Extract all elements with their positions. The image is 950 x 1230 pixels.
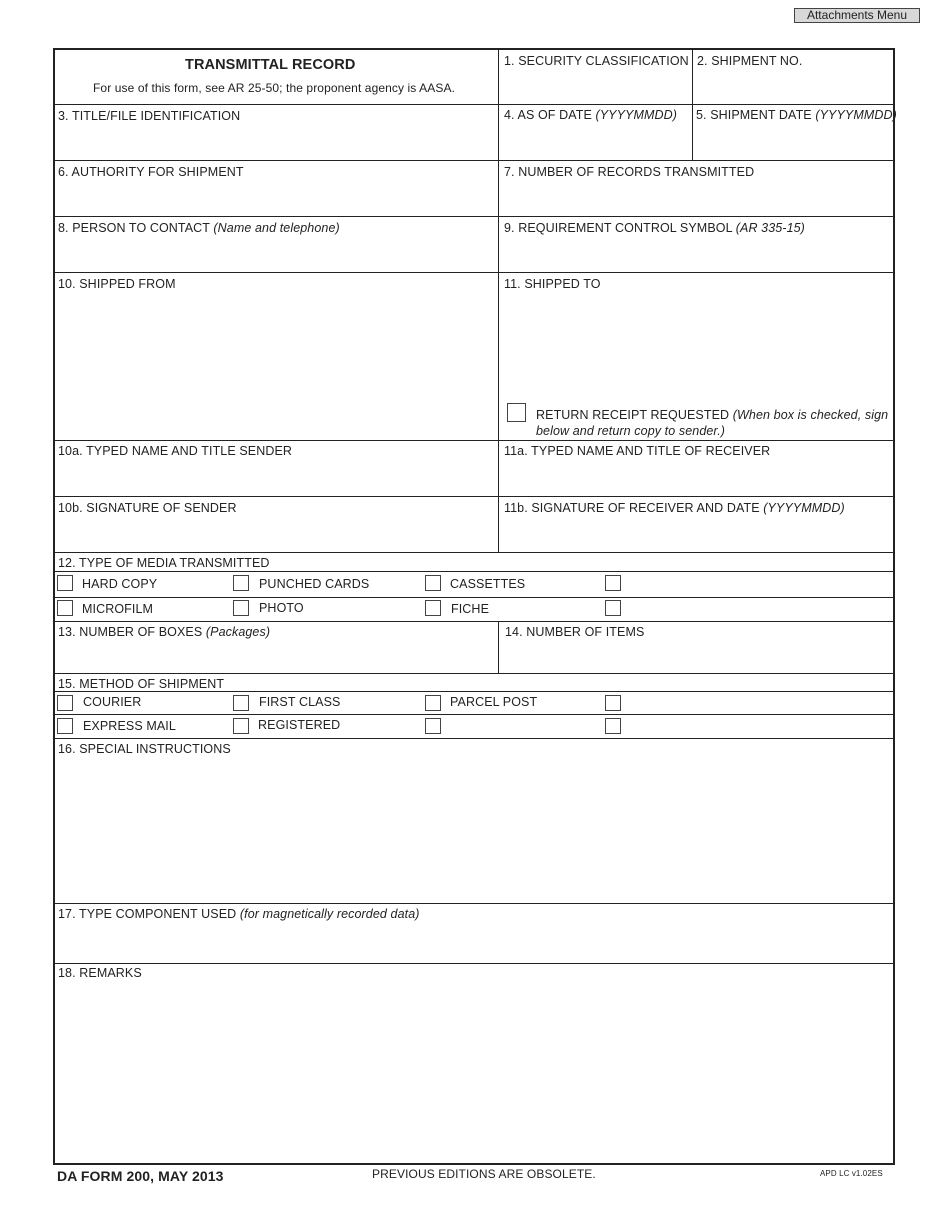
sender-name-input[interactable] — [58, 464, 498, 494]
divider — [498, 104, 894, 105]
sender-name-label: 10a. TYPED NAME AND TITLE SENDER — [58, 444, 293, 458]
number-of-boxes-label: 13. NUMBER OF BOXES (Packages) — [58, 625, 271, 639]
media-other-2-checkbox[interactable] — [605, 600, 621, 616]
security-classification-label: 1. SECURITY CLASSIFICATION — [504, 54, 689, 68]
as-of-date-input[interactable] — [502, 128, 692, 158]
receiver-signature-label: 11b. SIGNATURE OF RECEIVER AND DATE (YYYYMMDD) — [504, 501, 845, 515]
type-component-label: 17. TYPE COMPONENT USED (for magnetically recorded data) — [58, 907, 420, 921]
security-classification-input[interactable] — [502, 72, 692, 102]
divider — [54, 738, 894, 739]
divider — [54, 496, 894, 497]
return-receipt-checkbox[interactable] — [507, 403, 526, 422]
person-to-contact-input[interactable] — [58, 240, 498, 270]
parcel-post-label: PARCEL POST — [450, 695, 538, 709]
courier-label: COURIER — [83, 695, 142, 709]
number-of-boxes-input[interactable] — [58, 644, 498, 672]
method-other-2-input[interactable] — [448, 717, 602, 738]
form-id: DA FORM 200, MAY 2013 — [57, 1168, 224, 1184]
divider — [54, 571, 894, 572]
number-of-items-input[interactable] — [502, 644, 894, 672]
shipped-from-input[interactable] — [58, 296, 498, 440]
authority-label: 6. AUTHORITY FOR SHIPMENT — [58, 165, 244, 179]
obsolete-note: PREVIOUS EDITIONS ARE OBSOLETE. — [372, 1167, 596, 1181]
method-other-checkbox[interactable] — [605, 695, 621, 711]
divider — [54, 691, 894, 692]
authority-input[interactable] — [58, 184, 498, 214]
first-class-label: FIRST CLASS — [259, 695, 341, 709]
divider — [54, 160, 894, 161]
return-receipt-label: RETURN RECEIPT REQUESTED (When box is checked, sign — [536, 408, 889, 422]
punched-cards-label: PUNCHED CARDS — [259, 577, 370, 591]
hard-copy-label: HARD COPY — [82, 577, 158, 591]
method-other-input[interactable] — [628, 694, 892, 715]
divider — [54, 673, 894, 674]
punched-cards-checkbox[interactable] — [233, 575, 249, 591]
courier-checkbox[interactable] — [57, 695, 73, 711]
express-mail-checkbox[interactable] — [57, 718, 73, 734]
media-type-label: 12. TYPE OF MEDIA TRANSMITTED — [58, 556, 270, 570]
divider — [498, 621, 499, 673]
special-instructions-label: 16. SPECIAL INSTRUCTIONS — [58, 742, 231, 756]
divider — [54, 440, 894, 441]
records-count-input[interactable] — [502, 184, 894, 214]
divider — [54, 552, 894, 553]
remarks-input[interactable] — [58, 984, 892, 1163]
attachments-menu-button[interactable]: Attachments Menu — [794, 8, 920, 23]
shipment-date-input[interactable] — [696, 128, 894, 158]
divider — [54, 216, 894, 217]
method-other-3-checkbox[interactable] — [605, 718, 621, 734]
as-of-date-label: 4. AS OF DATE (YYYYMMDD) — [504, 108, 678, 122]
rcs-input[interactable] — [502, 240, 894, 270]
rcs-label: 9. REQUIREMENT CONTROL SYMBOL (AR 335-15) — [504, 221, 805, 235]
number-of-items-label: 14. NUMBER OF ITEMS — [505, 625, 645, 639]
parcel-post-checkbox[interactable] — [425, 695, 441, 711]
first-class-checkbox[interactable] — [233, 695, 249, 711]
divider — [54, 104, 498, 105]
fiche-checkbox[interactable] — [425, 600, 441, 616]
cassettes-label: CASSETTES — [450, 577, 526, 591]
form-title: TRANSMITTAL RECORD — [185, 57, 356, 73]
person-to-contact-label: 8. PERSON TO CONTACT (Name and telephone) — [58, 221, 340, 235]
registered-label: REGISTERED — [258, 718, 341, 732]
media-other-input[interactable] — [628, 574, 892, 596]
records-count-label: 7. NUMBER OF RECORDS TRANSMITTED — [504, 165, 755, 179]
title-file-id-label: 3. TITLE/FILE IDENTIFICATION — [58, 109, 241, 123]
divider — [54, 272, 894, 273]
shipment-no-label: 2. SHIPMENT NO. — [697, 54, 803, 68]
form-subtitle: For use of this form, see AR 25-50; the proponent agency is AASA. — [93, 81, 456, 95]
title-file-id-input[interactable] — [58, 128, 498, 158]
photo-label: PHOTO — [259, 601, 304, 615]
shipped-to-label: 11. SHIPPED TO — [504, 277, 601, 291]
receiver-name-input[interactable] — [502, 464, 894, 494]
hard-copy-checkbox[interactable] — [57, 575, 73, 591]
divider — [54, 903, 894, 904]
microfilm-label: MICROFILM — [82, 602, 154, 616]
registered-checkbox[interactable] — [233, 718, 249, 734]
shipment-method-label: 15. METHOD OF SHIPMENT — [58, 677, 225, 691]
sender-signature-label: 10b. SIGNATURE OF SENDER — [58, 501, 237, 515]
version-label: APD LC v1.02ES — [820, 1169, 883, 1178]
shipped-to-input[interactable] — [502, 296, 894, 400]
shipment-date-label: 5. SHIPMENT DATE (YYYYMMDD) — [696, 108, 897, 122]
divider — [54, 597, 894, 598]
special-instructions-input[interactable] — [58, 760, 892, 902]
divider — [692, 49, 693, 160]
divider — [54, 621, 894, 622]
divider — [498, 49, 499, 552]
remarks-label: 18. REMARKS — [58, 966, 142, 980]
return-receipt-hint: below and return copy to sender.) — [536, 424, 726, 438]
express-mail-label: EXPRESS MAIL — [83, 719, 176, 733]
microfilm-checkbox[interactable] — [57, 600, 73, 616]
shipped-from-label: 10. SHIPPED FROM — [58, 277, 176, 291]
media-other-checkbox[interactable] — [605, 575, 621, 591]
method-other-2-checkbox[interactable] — [425, 718, 441, 734]
method-other-3-input[interactable] — [628, 717, 892, 738]
divider — [54, 963, 894, 964]
photo-checkbox[interactable] — [233, 600, 249, 616]
cassettes-checkbox[interactable] — [425, 575, 441, 591]
media-other-2-input[interactable] — [628, 599, 892, 621]
fiche-label: FICHE — [451, 602, 489, 616]
type-component-input[interactable] — [58, 928, 892, 960]
shipment-no-input[interactable] — [696, 72, 894, 102]
receiver-name-label: 11a. TYPED NAME AND TITLE OF RECEIVER — [504, 444, 771, 458]
